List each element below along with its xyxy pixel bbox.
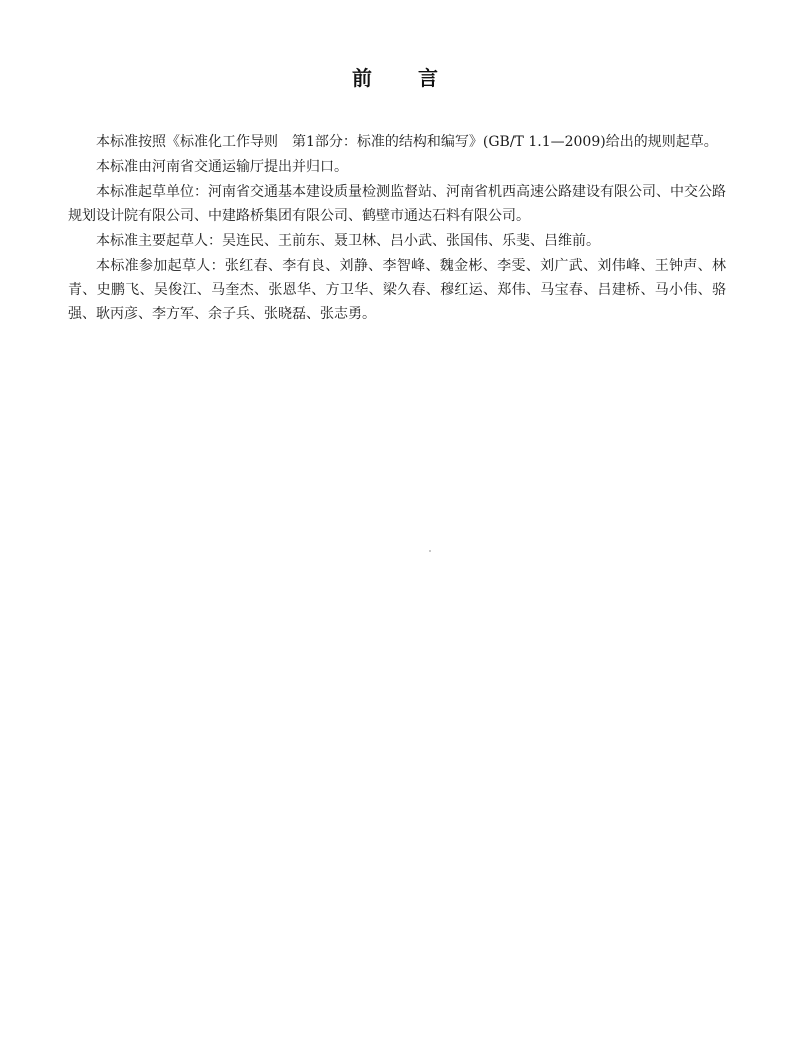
foreword-body [68,130,726,327]
paragraph-drafting-rules: 本标准按照《标准化工作导则 第1部分：标准的结构和编写》(GB/T 1.1—2009)给出的规则起草。 [96,134,718,150]
paragraph-drafting-units: 本标准起草单位：河南省交通基本建设质量检测监督站、河南省机西高速公路建设有限公司、中交公路规划设计院有限公司、中建路桥集团有限公司、鹤壁市通达石料有限公司。 [68,184,726,224]
page-title: 前言 [352,66,484,90]
scan-speck [429,550,431,552]
paragraph-proposer: 本标准由河南省交通运输厅提出并归口。 [96,159,348,175]
paragraph-participating-drafters: 本标准参加起草人：张红春、李有良、刘静、李智峰、魏金彬、李雯、刘广武、刘伟峰、王钟声、林青、史鹏飞、吴俊江、马奎杰、张恩华、方卫华、梁久春、穆红运、郑伟、马宝春、吕建桥、马小伟、骆强、耿丙彦、李方军、余子兵、张晓磊、张志勇。 [68,258,726,322]
paragraph-main-drafters: 本标准主要起草人：吴连民、王前东、聂卫林、吕小武、张国伟、乐斐、吕维前。 [96,233,600,249]
